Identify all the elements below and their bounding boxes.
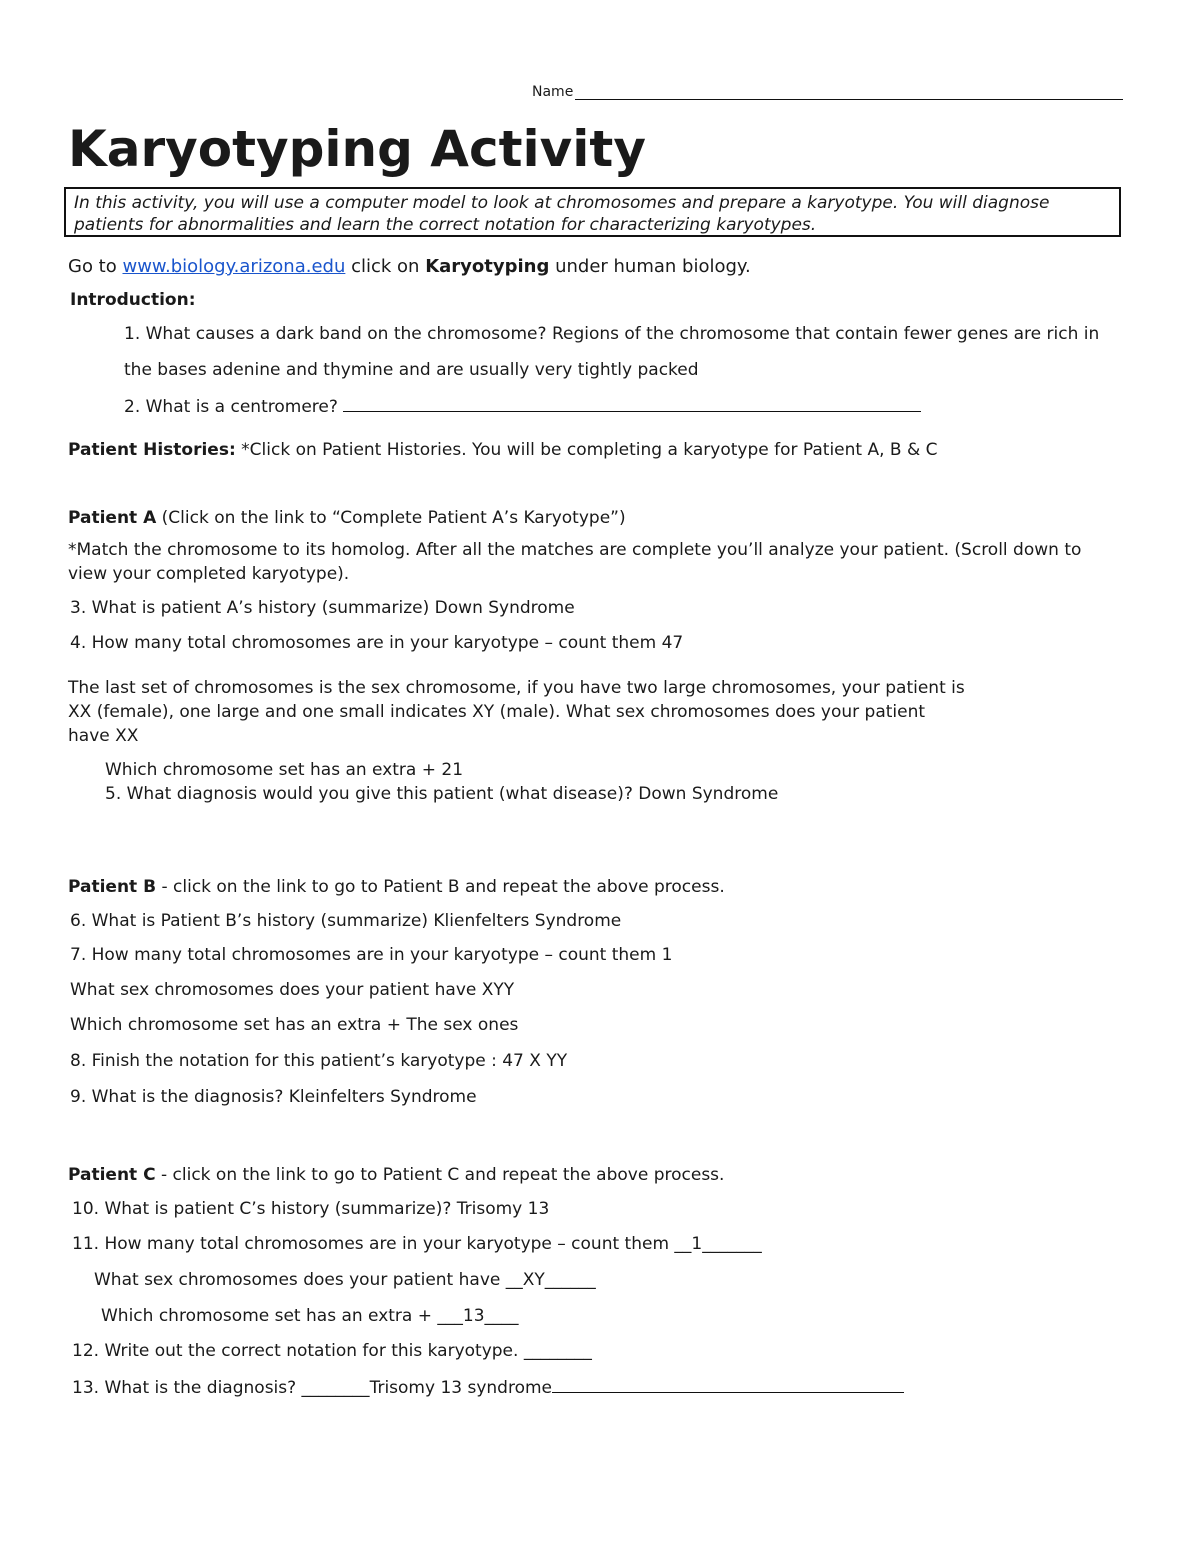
- patient-a-heading-rest: (Click on the link to “Complete Patient A’s Karyotype”): [156, 508, 626, 528]
- goto-middle: click on: [345, 256, 426, 277]
- patient-b-extra: Which chromosome set has an extra + The sex ones: [70, 1015, 519, 1035]
- sex-line2: XX (female), one large and one small indicates XY (male). What sex chromosomes does your patient: [68, 702, 926, 722]
- patient-b-heading-line: [68, 877, 725, 898]
- q3: 3. What is patient A’s history (summarize) Down Syndrome: [70, 598, 575, 618]
- biology-link[interactable]: www.biology.arizona.edu: [122, 256, 346, 277]
- page-title: Karyotyping Activity: [68, 120, 646, 178]
- patient-c-sex: What sex chromosomes does your patient have __XY______: [94, 1270, 596, 1290]
- q6: 6. What is Patient B’s history (summarize) Klienfelters Syndrome: [70, 911, 622, 931]
- name-label: Name: [532, 84, 574, 100]
- q13-line: [72, 1376, 904, 1399]
- q1-line2: the bases adenine and thymine and are usually very tightly packed: [124, 360, 699, 380]
- patient-b-sex: What sex chromosomes does your patient have XYY: [70, 980, 515, 1000]
- histories-line: [68, 440, 938, 461]
- patient-b-heading: Patient B: [68, 877, 157, 897]
- q9: 9. What is the diagnosis? Kleinfelters Syndrome: [70, 1087, 477, 1107]
- patient-a-heading: Patient A: [68, 508, 157, 528]
- match-line1: *Match the chromosome to its homolog. After all the matches are complete you’ll analyze your patient. (Scroll down to: [68, 540, 1082, 560]
- goto-line: [68, 256, 751, 278]
- centromere-answer-blank[interactable]: [343, 395, 921, 412]
- q4: 4. How many total chromosomes are in your karyotype – count them 47: [70, 633, 684, 653]
- q13-text: 13. What is the diagnosis? ________: [72, 1378, 370, 1398]
- q1-line1: 1. What causes a dark band on the chromosome? Regions of the chromosome that contain fewer genes are rich in: [124, 324, 1100, 344]
- histories-heading: Patient Histories:: [68, 440, 236, 460]
- q5: 5. What diagnosis would you give this patient (what disease)? Down Syndrome: [105, 784, 779, 804]
- patient-c-extra: Which chromosome set has an extra + ___13____: [101, 1306, 519, 1326]
- q13-answer-blank[interactable]: [552, 1376, 904, 1393]
- patient-a-heading-line: [68, 508, 626, 529]
- q2-text: 2. What is a centromere?: [124, 397, 344, 417]
- goto-suffix: under human biology.: [549, 256, 751, 277]
- q8: 8. Finish the notation for this patient’s karyotype : 47 X YY: [70, 1051, 568, 1071]
- goto-prefix: Go to: [68, 256, 123, 277]
- patient-b-heading-rest: - click on the link to go to Patient B and repeat the above process.: [156, 877, 725, 897]
- name-field[interactable]: [532, 84, 1123, 100]
- patient-c-heading-line: [68, 1165, 724, 1186]
- histories-text: *Click on Patient Histories. You will be completing a karyotype for Patient A, B & C: [235, 440, 938, 460]
- q7: 7. How many total chromosomes are in your karyotype – count them 1: [70, 945, 673, 965]
- introduction-heading: Introduction:: [70, 290, 196, 310]
- sex-line3: have XX: [68, 726, 139, 746]
- q13-answer: Trisomy 13 syndrome: [369, 1378, 552, 1398]
- patient-a-extra: Which chromosome set has an extra + 21: [105, 760, 464, 780]
- q10: 10. What is patient C’s history (summarize)? Trisomy 13: [72, 1199, 550, 1219]
- name-blank-line[interactable]: [575, 87, 1123, 100]
- intro-box: In this activity, you will use a computer model to look at chromosomes and prepare a karyotype. You will diagnose patients for abnormalities and learn the correct notation for characterizing karyotypes.: [64, 187, 1121, 237]
- q2-line: [124, 395, 921, 418]
- q11: 11. How many total chromosomes are in your karyotype – count them __1_______: [72, 1234, 762, 1254]
- goto-bold: Karyotyping: [425, 256, 550, 277]
- match-line2: view your completed karyotype).: [68, 564, 350, 584]
- patient-c-heading-rest: - click on the link to go to Patient C and repeat the above process.: [155, 1165, 725, 1185]
- q12: 12. Write out the correct notation for this karyotype. ________: [72, 1341, 592, 1361]
- sex-line1: The last set of chromosomes is the sex chromosome, if you have two large chromosomes, your patient is: [68, 678, 965, 698]
- patient-c-heading: Patient C: [68, 1165, 156, 1185]
